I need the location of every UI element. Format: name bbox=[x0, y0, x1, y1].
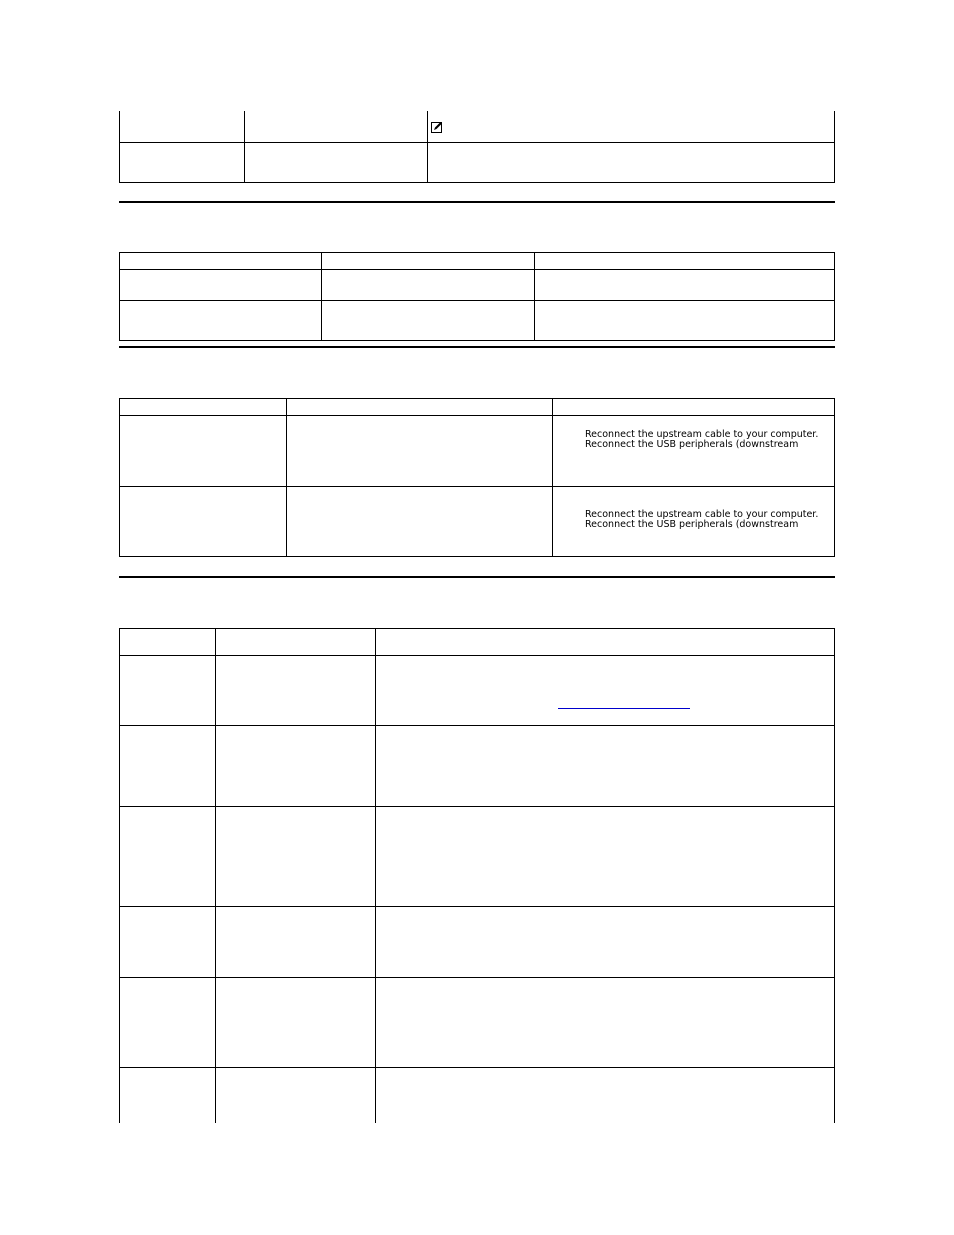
table-cell bbox=[120, 978, 216, 1068]
table-cell bbox=[120, 111, 245, 142]
table-row bbox=[120, 416, 835, 487]
table-cell bbox=[120, 416, 287, 487]
table-row bbox=[120, 907, 835, 978]
table-cell bbox=[120, 270, 322, 301]
table-cell bbox=[120, 142, 245, 182]
note-pencil-icon bbox=[431, 121, 443, 133]
column-header bbox=[216, 629, 376, 656]
table-cell bbox=[216, 656, 376, 726]
table-cell bbox=[428, 111, 835, 142]
table-row bbox=[120, 807, 835, 907]
solution-step: Reconnect the upstream cable to your computer. bbox=[585, 429, 819, 440]
table-row bbox=[120, 978, 835, 1068]
table-continued bbox=[119, 111, 835, 183]
column-header bbox=[120, 629, 216, 656]
table-cell bbox=[376, 807, 835, 907]
table-cell bbox=[376, 907, 835, 978]
table-header-row bbox=[120, 629, 835, 656]
table-cell bbox=[216, 807, 376, 907]
table-cell bbox=[376, 726, 835, 807]
column-header bbox=[535, 253, 835, 270]
column-header bbox=[322, 253, 535, 270]
table-cell bbox=[120, 726, 216, 807]
column-header bbox=[287, 399, 553, 416]
table-row bbox=[120, 301, 835, 341]
table-cell bbox=[376, 978, 835, 1068]
table-cell bbox=[535, 270, 835, 301]
table-cell bbox=[535, 301, 835, 341]
table-cell bbox=[428, 142, 835, 182]
solution-step: Reconnect the USB peripherals (downstream bbox=[585, 439, 799, 450]
problems-table-2 bbox=[119, 252, 835, 341]
table-cell bbox=[120, 807, 216, 907]
table-header-row bbox=[120, 253, 835, 270]
table-row bbox=[120, 656, 835, 726]
solution-cell bbox=[553, 487, 835, 557]
table-cell bbox=[287, 416, 553, 487]
table-cell bbox=[216, 726, 376, 807]
table-cell bbox=[245, 142, 428, 182]
table-cell bbox=[376, 1068, 835, 1123]
column-header bbox=[376, 629, 835, 656]
table-header-row bbox=[120, 399, 835, 416]
section-divider bbox=[119, 346, 835, 348]
table-cell bbox=[322, 301, 535, 341]
table-cell bbox=[322, 270, 535, 301]
table-cell bbox=[287, 487, 553, 557]
table-cell bbox=[216, 978, 376, 1068]
solution-step: Reconnect the upstream cable to your computer. bbox=[585, 509, 819, 520]
table-cell bbox=[216, 907, 376, 978]
section-divider bbox=[119, 576, 835, 578]
problems-table-4 bbox=[119, 628, 835, 1123]
table-cell bbox=[120, 487, 287, 557]
usb-problems-table bbox=[119, 398, 835, 557]
table-cell bbox=[120, 656, 216, 726]
table-cell bbox=[120, 907, 216, 978]
table-cell bbox=[120, 301, 322, 341]
solution-cell bbox=[553, 416, 835, 487]
table-cell bbox=[376, 656, 835, 726]
table-cell bbox=[120, 1068, 216, 1123]
table-row bbox=[120, 111, 835, 142]
table-row bbox=[120, 1068, 835, 1123]
table-row bbox=[120, 142, 835, 182]
section-divider bbox=[119, 201, 835, 203]
table-row bbox=[120, 726, 835, 807]
solution-step: Reconnect the USB peripherals (downstream bbox=[585, 519, 799, 530]
table-cell bbox=[216, 1068, 376, 1123]
table-cell bbox=[245, 111, 428, 142]
column-header bbox=[120, 399, 287, 416]
hyperlink[interactable] bbox=[558, 708, 690, 709]
table-row bbox=[120, 487, 835, 557]
table-row bbox=[120, 270, 835, 301]
column-header bbox=[120, 253, 322, 270]
column-header bbox=[553, 399, 835, 416]
